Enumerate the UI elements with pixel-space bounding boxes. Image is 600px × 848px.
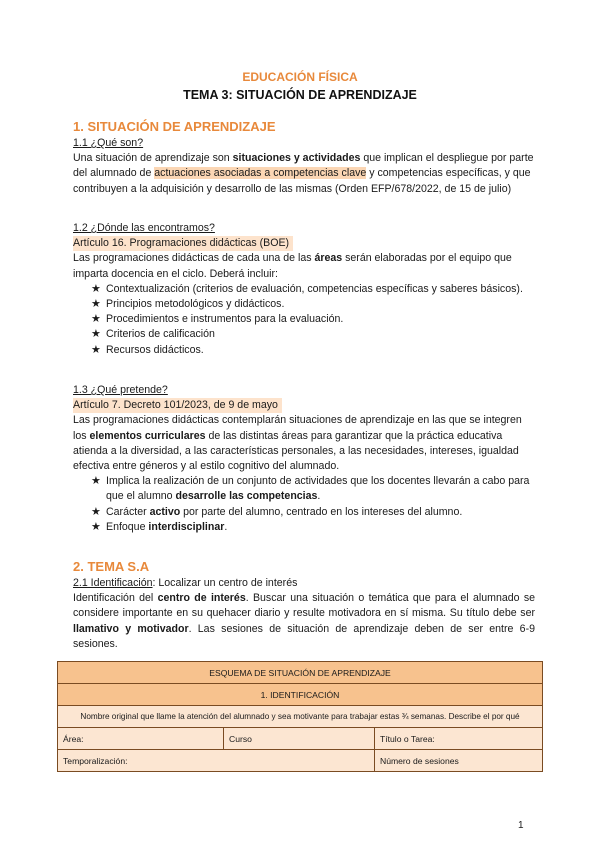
- table-section-heading: 1. IDENTIFICACIÓN: [58, 684, 543, 706]
- topic-title: TEMA 3: SITUACIÓN DE APRENDIZAJE: [183, 88, 417, 102]
- table-instruction: Nombre original que llame la atención del alumnado y sea motivante para trabajar estas ¾ semanas. Describe el por qué: [58, 706, 543, 728]
- article-7-reference: Artículo 7. Decreto 101/2023, de 9 de mayo: [73, 398, 282, 413]
- star-bullet-icon: ★: [91, 313, 101, 326]
- aims-list: [73, 474, 535, 535]
- titulo-cell: Título o Tarea:: [375, 728, 543, 750]
- list-item: ★ Recursos didácticos.: [91, 343, 535, 358]
- programming-contents-list: [73, 282, 535, 358]
- section-1-heading: 1. SITUACIÓN DE APRENDIZAJE: [73, 119, 276, 134]
- learning-situation-schema-table: [57, 661, 543, 772]
- star-bullet-icon: ★: [91, 343, 101, 356]
- subsection-1-3: [73, 383, 535, 535]
- area-cell: Área:: [58, 728, 224, 750]
- list-item: ★ Criterios de calificación: [91, 327, 535, 342]
- section-1: [73, 118, 535, 197]
- table-row: [58, 662, 543, 684]
- section-2: [73, 558, 535, 652]
- subsection-1-2: [73, 221, 535, 358]
- star-bullet-icon: ★: [91, 475, 101, 488]
- subsection-1-2-title: 1.2 ¿Dónde las encontramos?: [73, 222, 215, 234]
- subsection-1-1-title: 1.1 ¿Qué son?: [73, 137, 144, 149]
- table-row: [58, 706, 543, 728]
- star-bullet-icon: ★: [91, 520, 101, 533]
- section-2-heading: 2. TEMA S.A: [73, 559, 150, 574]
- page-number: 1: [518, 820, 524, 831]
- subsection-1-2-text: Las programaciones didácticas de cada una de las áreas serán elaboradas por el equipo que imparta docencia en el ciclo. Deberá incluir:: [73, 252, 512, 280]
- table-row: [58, 728, 543, 750]
- list-item: ★ Enfoque interdisciplinar.: [91, 520, 535, 535]
- article-16-reference: Artículo 16. Programaciones didácticas (BOE): [73, 236, 293, 251]
- subsection-2-1-title: 2.1 Identificación: Localizar un centro de interés: [73, 577, 298, 589]
- table-title: ESQUEMA DE SITUACIÓN DE APRENDIZAJE: [58, 662, 543, 684]
- subsection-1-1-text: Una situación de aprendizaje son situaciones y actividades que implican el despliegue por parte del alumnado de actuaciones asociadas a competencias clave y competencias específicas, y que contribuyen a la adquisición y desarrollo de las mismas (Orden EFP/678/2022, de 15 de julio): [73, 152, 534, 195]
- curso-cell: Curso: [224, 728, 375, 750]
- list-item: ★ Procedimientos e instrumentos para la evaluación.: [91, 312, 535, 327]
- subsection-2-1-text: Identificación del centro de interés. Buscar una situación o temática que para el alumnado se considere importante en su quehacer diario y resulte motivadora en sí misma. Su título debe ser llamativo y motivador. Las sesiones de situación de aprendizaje deben de ser entre 6-9 sesiones.: [73, 592, 536, 650]
- table-row: [58, 684, 543, 706]
- table-row: [58, 750, 543, 772]
- list-item: ★ Principios metodológicos y didácticos.: [91, 297, 535, 312]
- list-item: ★ Contextualización (criterios de evaluación, competencias específicas y saberes básicos).: [91, 282, 535, 297]
- subsection-1-3-text: Las programaciones didácticas contemplarán situaciones de aprendizaje en las que se integren los elementos curriculares de las distintas áreas para garantizar que la práctica educativa atienda a la diversidad, a las características personales, a las necesidades, intereses, igualdad efectiva entre géneros y al estilo cognitivo del alumnado.: [73, 414, 522, 473]
- subject-title: EDUCACIÓN FÍSICA: [242, 70, 358, 84]
- list-item: ★ Implica la realización de un conjunto de actividades que los docentes llevarán a cabo para que el alumno desarrolle las competencias.: [91, 475, 530, 503]
- star-bullet-icon: ★: [91, 505, 101, 518]
- star-bullet-icon: ★: [91, 282, 101, 295]
- sesiones-cell: Número de sesiones: [375, 750, 543, 772]
- subsection-1-3-title: 1.3 ¿Qué pretende?: [73, 384, 168, 396]
- list-item: ★ Carácter activo por parte del alumno, centrado en los intereses del alumno.: [91, 505, 535, 520]
- temporalizacion-cell: Temporalización:: [58, 750, 375, 772]
- star-bullet-icon: ★: [91, 298, 101, 311]
- star-bullet-icon: ★: [91, 328, 101, 341]
